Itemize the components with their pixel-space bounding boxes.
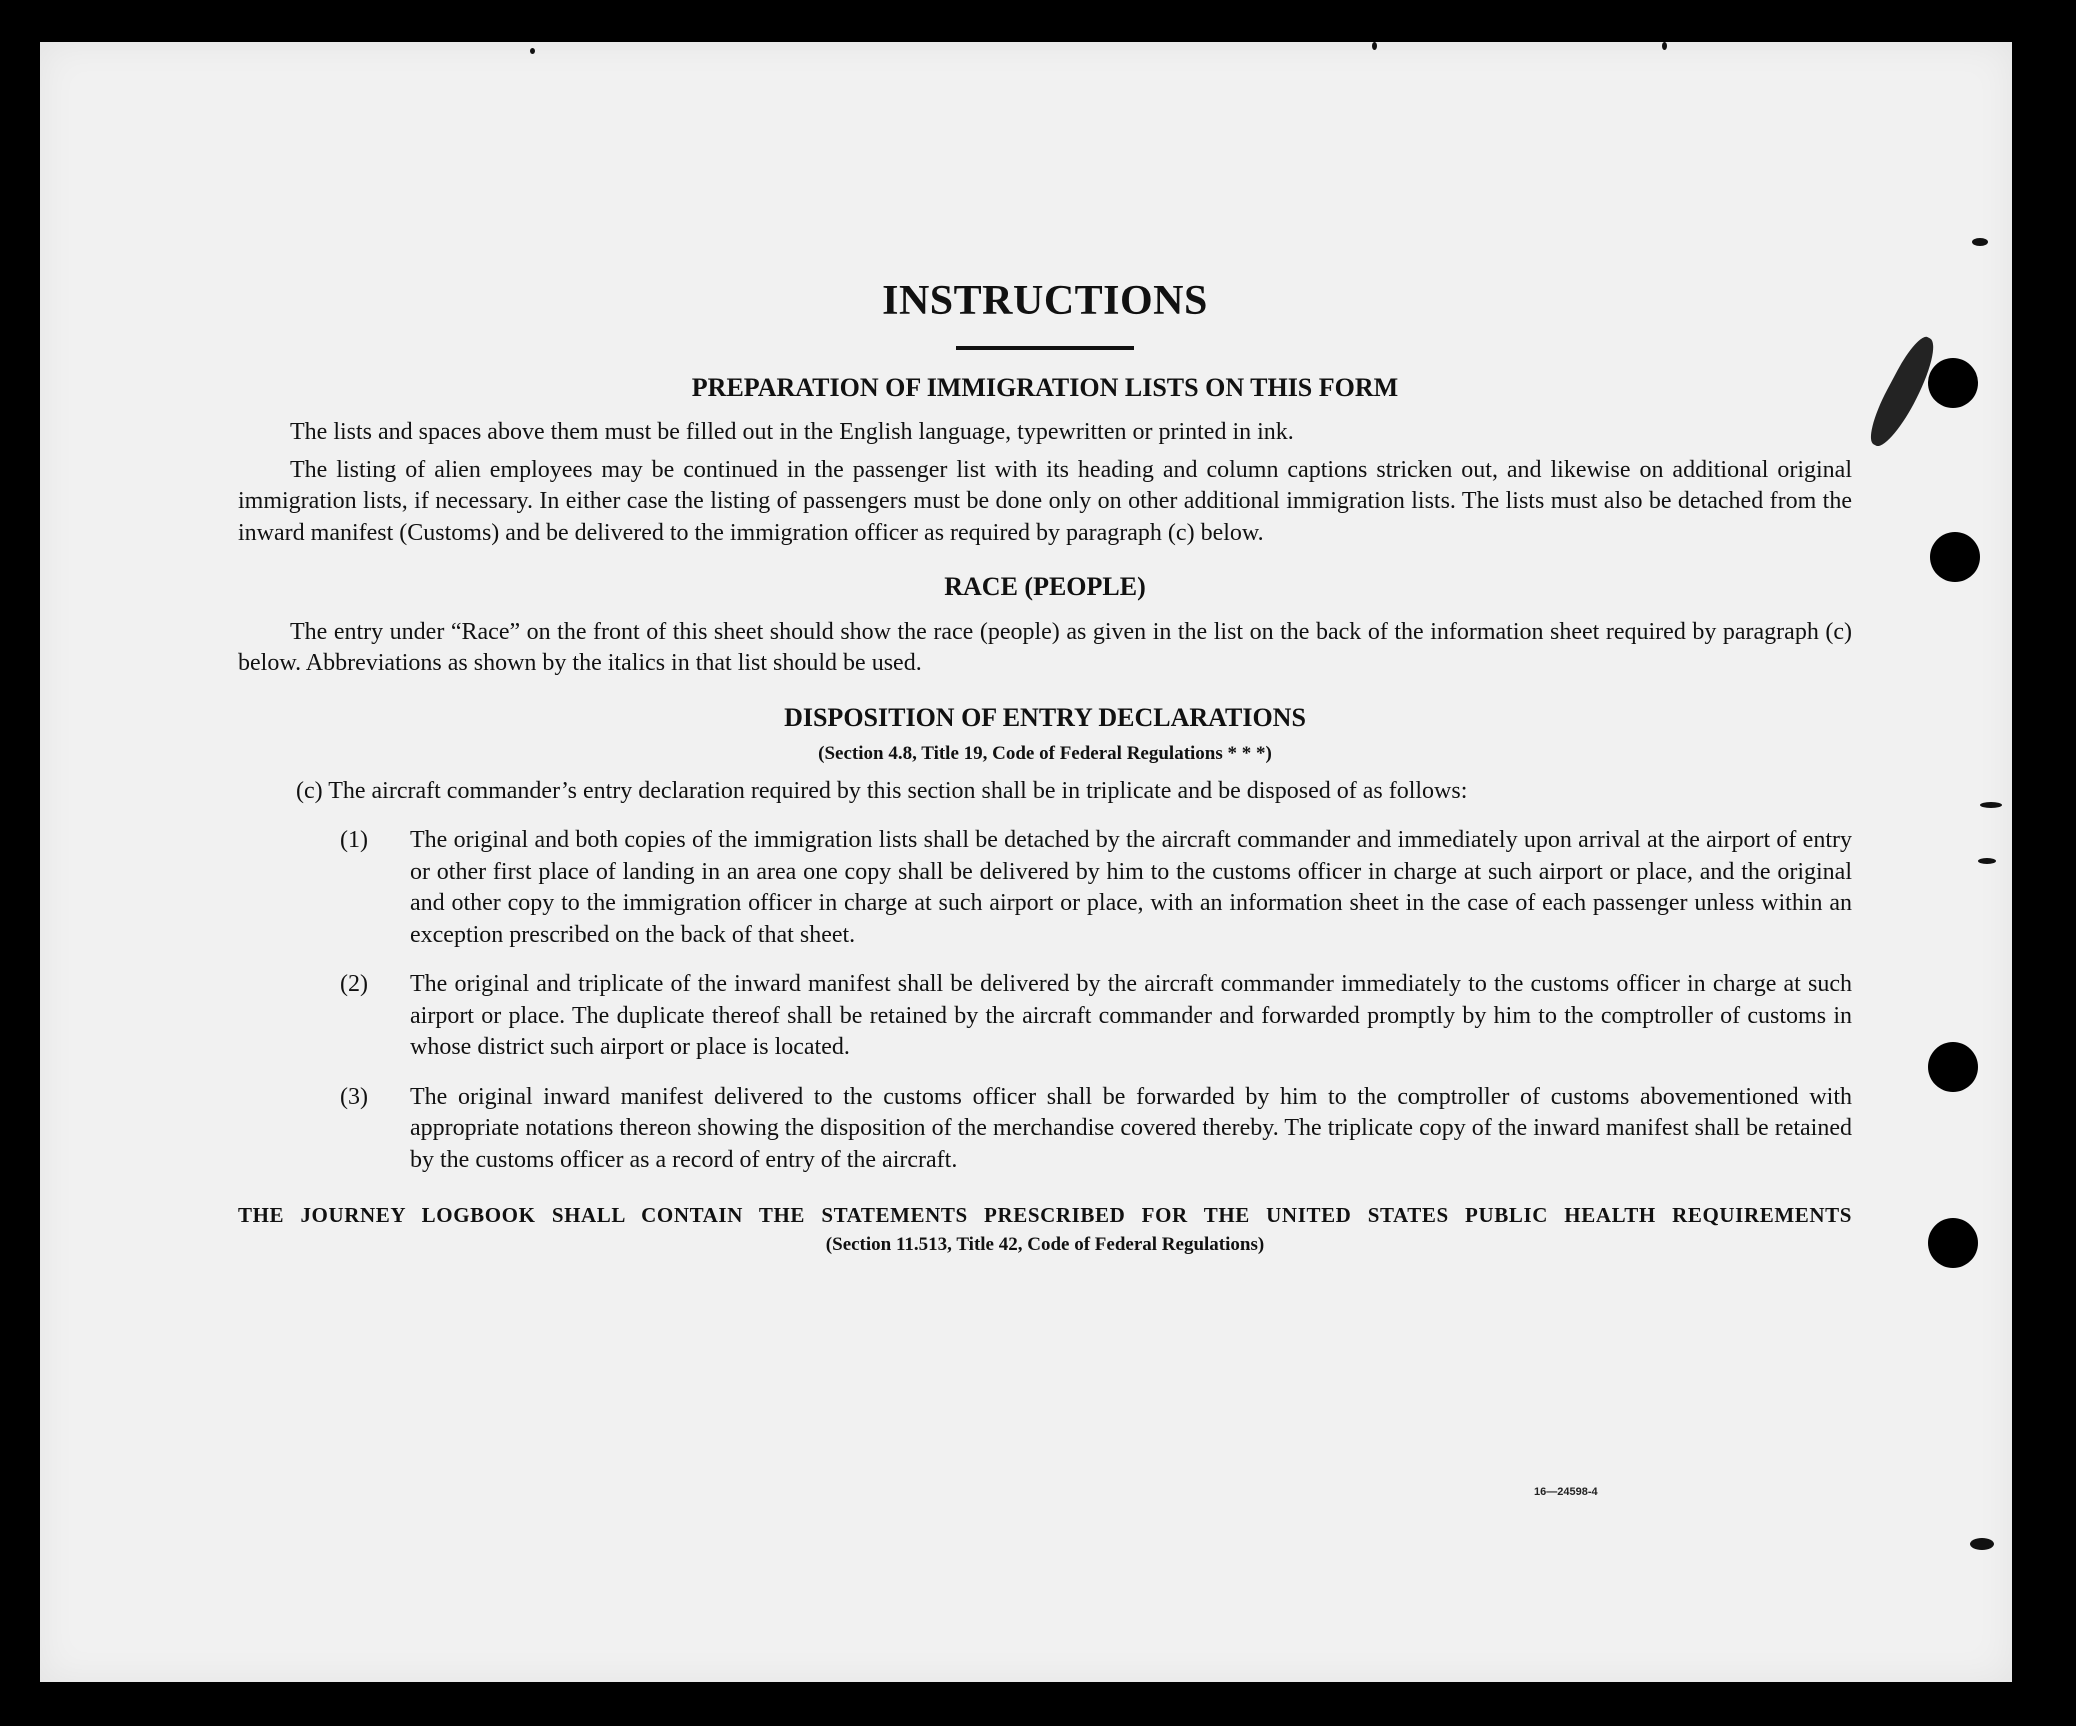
section-heading-preparation: PREPARATION OF IMMIGRATION LISTS ON THIS FORM — [691, 373, 1399, 403]
binder-hole-1 — [1928, 358, 1978, 408]
regulation-citation: (Section 4.8, Title 19, Code of Federal Regulations * * *) — [818, 742, 1272, 764]
paragraph-race: The entry under “Race” on the front of this sheet should show the race (people) as given in the list on the back of the information sheet required by paragraph (c) below. Abbreviations as shown by the italics in that list should be used. — [238, 618, 1852, 677]
binder-hole-3 — [1928, 1042, 1978, 1092]
paragraph-c: (c) The aircraft commander’s entry declaration required by this section shall be in triplicate and be disposed of as follows: — [296, 777, 1468, 804]
speck — [1972, 238, 1988, 246]
section-heading-disposition: DISPOSITION OF ENTRY DECLARATIONS — [784, 702, 1306, 732]
paragraph-alien-employees: The listing of alien employees may be continued in the passenger list with its heading and column captions stricken out, and likewise on additional original immigration lists, if necessary. In either case the listing of passengers must be done only on other additional immigration lists. The lists must also be detached from the inward manifest (Customs) and be delivered to the immigration officer as required by paragraph (c) below. — [238, 456, 1852, 546]
document-sheet — [40, 42, 2012, 1682]
speck — [1970, 1538, 1994, 1550]
list-item — [238, 969, 1852, 1064]
binder-hole-2 — [1930, 532, 1980, 582]
paragraph-languages: The lists and spaces above them must be filled out in the English language, typewritten or printed in ink. — [290, 419, 1294, 446]
item-text: The original and triplicate of the inward manifest shall be delivered by the aircraft commander immediately to the customs officer in charge at such airport or place. The duplicate thereof shall be retained by the aircraft commander and forwarded promptly by him to the comptroller of customs in whose district such airport or place is located. — [410, 971, 1852, 1061]
spacer — [238, 686, 1852, 702]
page-title: INSTRUCTIONS — [882, 278, 1208, 324]
speck — [1980, 802, 2002, 808]
form-code: 16—24598-4 — [1534, 1486, 1598, 1498]
binder-hole-4 — [1928, 1218, 1978, 1268]
speck — [1372, 42, 1377, 50]
item-number: (2) — [340, 971, 368, 998]
spacer — [238, 555, 1852, 571]
logbook-statement: THE JOURNEY LOGBOOK SHALL CONTAIN THE STATEMENTS PRESCRIBED FOR THE UNITED STATES PUBLIC HEALTH REQUIREMENTS — [238, 1203, 1852, 1228]
logbook-citation: (Section 11.513, Title 42, Code of Federal Regulations) — [825, 1234, 1265, 1256]
speck — [530, 48, 535, 54]
item-number: (3) — [340, 1083, 368, 1110]
speck — [1662, 42, 1667, 50]
instructions-content — [238, 278, 1852, 1258]
list-item — [238, 1082, 1852, 1177]
section-heading-race: RACE (PEOPLE) — [944, 572, 1146, 602]
speck — [1978, 858, 1996, 864]
list-item — [238, 825, 1852, 951]
title-underline — [956, 346, 1134, 350]
item-number: (1) — [340, 827, 368, 854]
item-text: The original inward manifest delivered to the customs officer shall be forwarded by him to the comptroller of customs abovementioned with appropriate notations thereon showing the disposition of the merchandise covered thereby. The triplicate copy of the inward manifest shall be retained by the customs officer as a record of entry of the aircraft. — [410, 1083, 1852, 1173]
item-text: The original and both copies of the immigration lists shall be detached by the aircraft commander and immediately upon arrival at the airport of entry or other first place of landing in an area one copy shall be delivered by him to the customs officer in charge at such airport or place, and the original and other copy to the immigration officer in charge at such airport or place, with an information sheet in the case of each passenger unless within an exception prescribed on the back of that sheet. — [410, 827, 1852, 948]
